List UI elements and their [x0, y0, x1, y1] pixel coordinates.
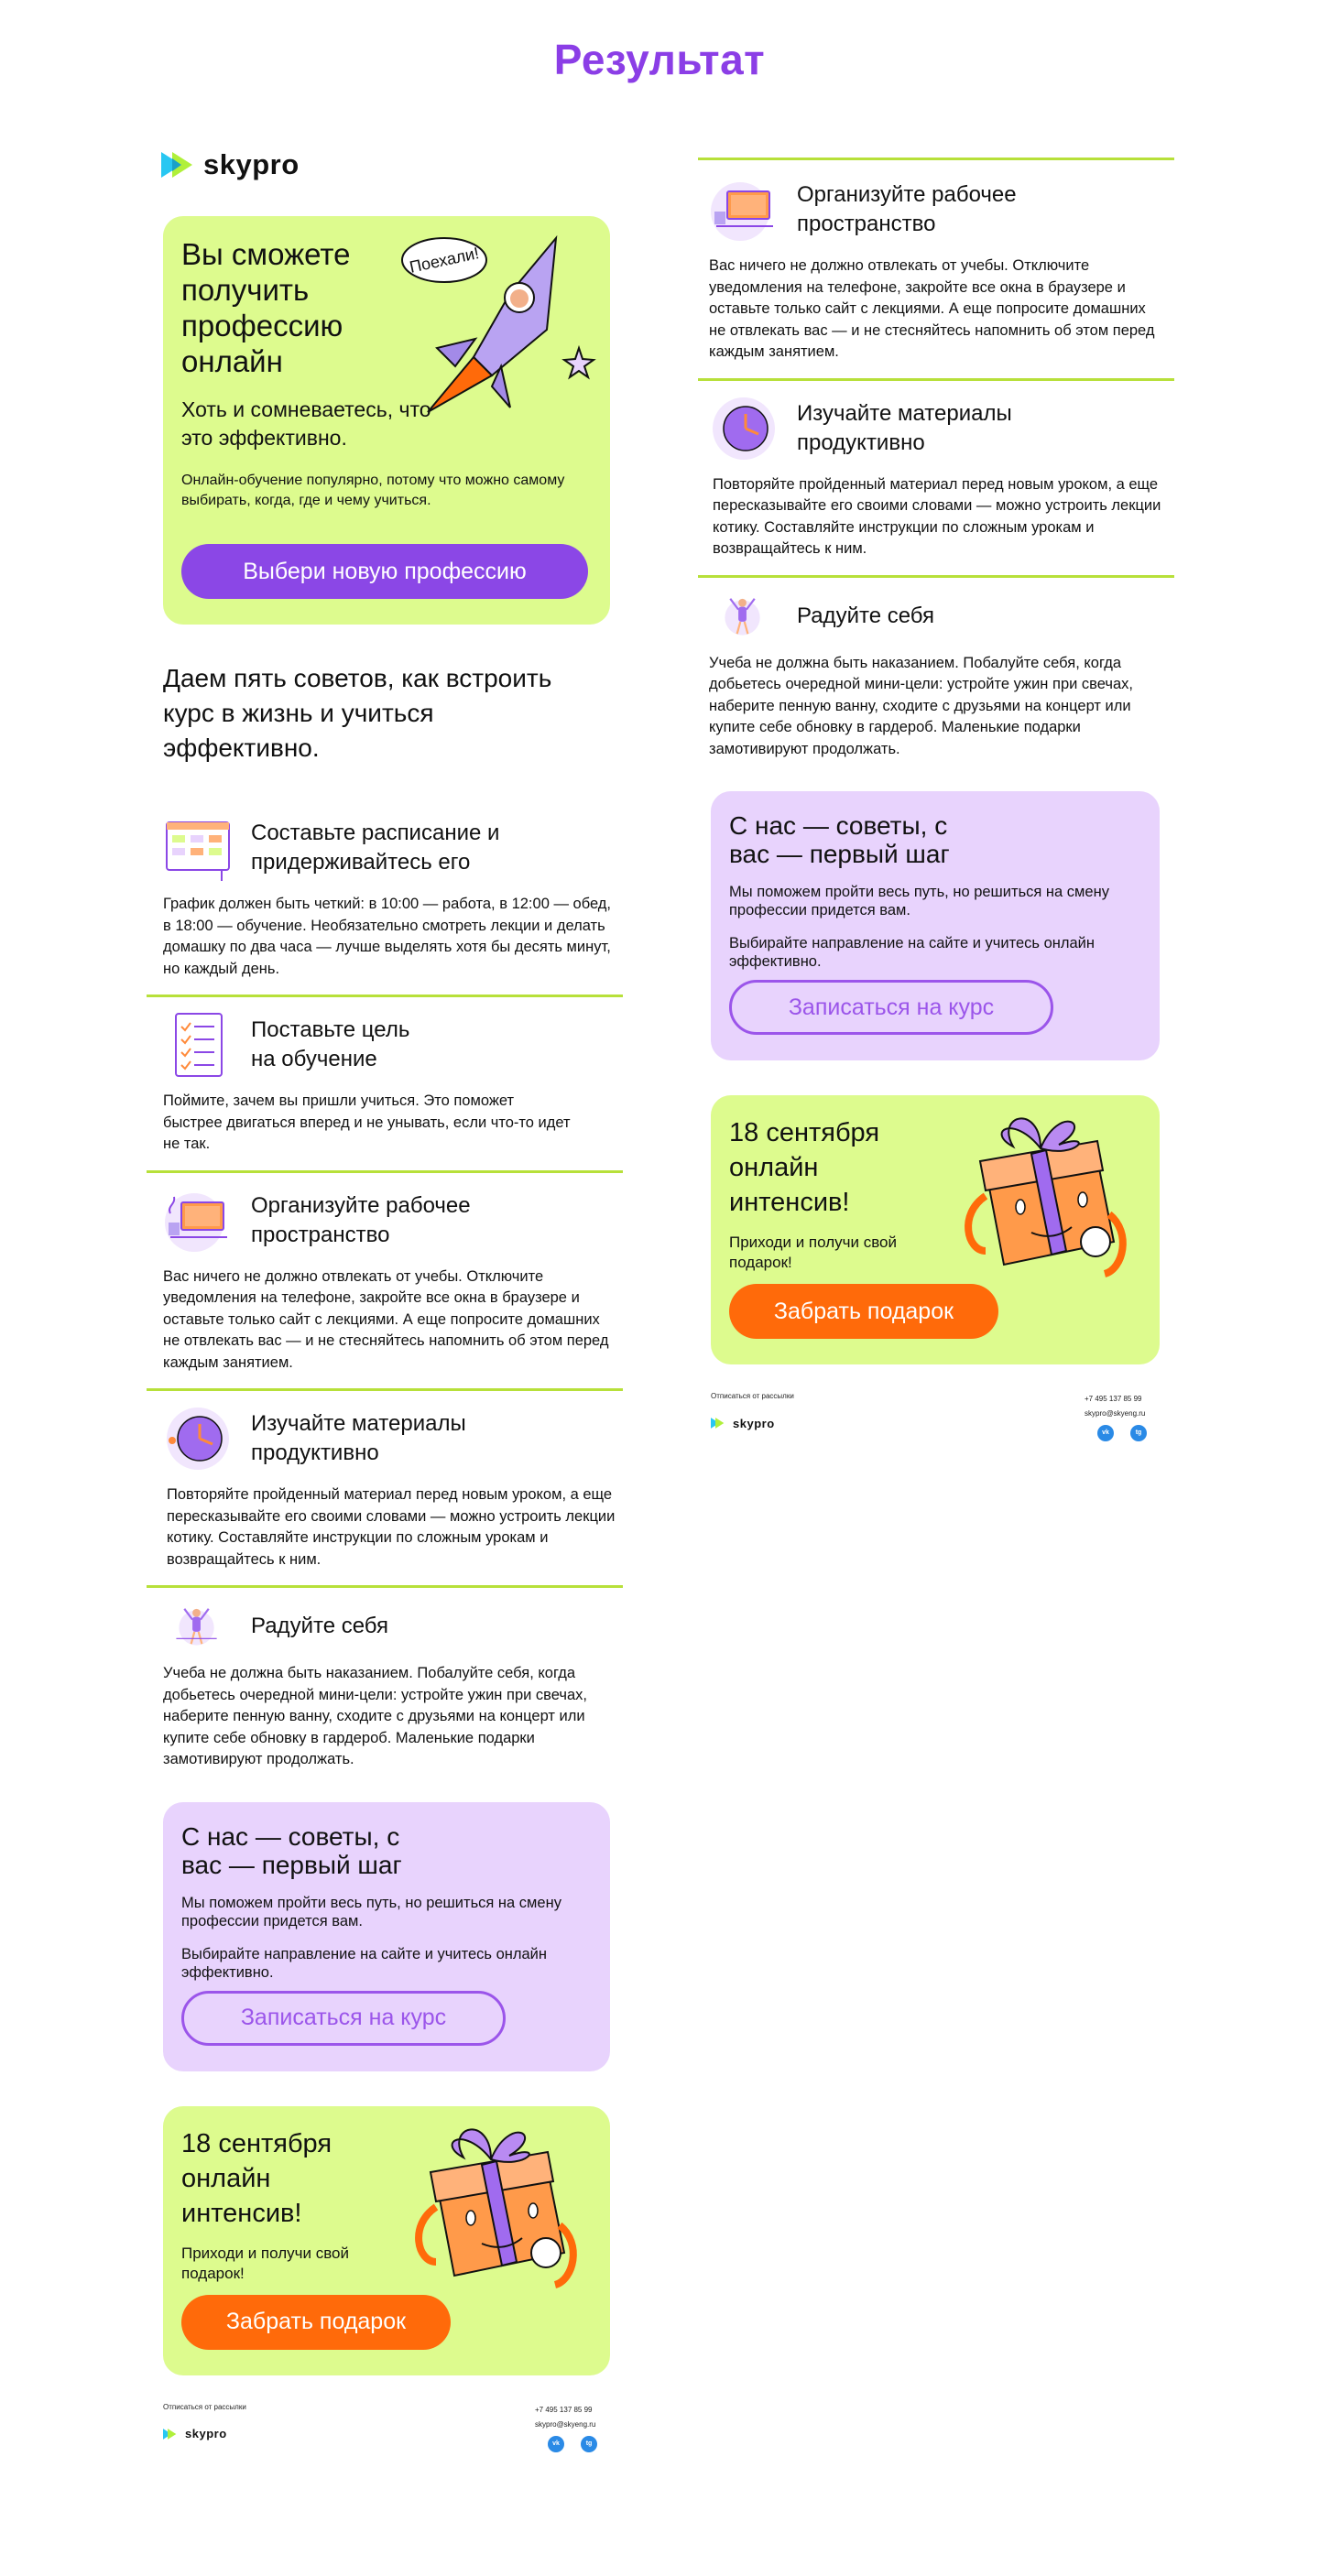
tip-title: Изучайте материалы продуктивно [797, 400, 1012, 455]
tip-body: Повторяйте пройденный материал перед новым уроком, а еще пересказывайте его своими словами — можно устроить лекции котику. Составляйте инструкции по сложным урокам и возвращайтесь к ним. [713, 475, 1161, 557]
celebrate-icon [709, 591, 779, 642]
hero-card [163, 216, 610, 625]
tip-reward-repeat [698, 591, 1174, 761]
checklist-icon [163, 1010, 233, 1080]
tip-title: Составьте расписание и придерживайтесь его [251, 821, 500, 875]
skypro-logo[interactable] [161, 147, 632, 183]
email[interactable]: skypro@skyeng.ru [1085, 1409, 1146, 1418]
right-column [698, 158, 1174, 1452]
tip-body: Поймите, зачем вы пришли учиться. Это поможет быстрее двигаться вперед и не унывать, если что-то идет не так. [163, 1092, 571, 1152]
get-gift-button[interactable]: Забрать подарок [729, 1284, 998, 1339]
left-column [147, 147, 632, 2463]
tip-title: Поставьте цель на обучение [251, 1017, 410, 1071]
vk-icon[interactable]: vk [548, 2436, 564, 2452]
footer-logo[interactable] [711, 1414, 775, 1432]
tip-workspace-repeat [698, 175, 1174, 364]
workspace-icon [163, 1186, 233, 1255]
telegram-icon[interactable]: tg [581, 2436, 597, 2452]
tip-title: Радуйте себя [797, 603, 934, 628]
enroll-course-button[interactable]: Записаться на курс [729, 980, 1053, 1035]
cta-text-2: Выбирайте направление на сайте и учитесь онлайн эффективно. [729, 935, 1096, 970]
unsubscribe-link[interactable]: Отписаться от рассылки [163, 2402, 246, 2411]
enroll-course-button[interactable]: Записаться на курс [181, 1991, 506, 2046]
cta-card-repeat [711, 791, 1160, 1060]
cta-title: С нас — советы, с вас — первый шаг [729, 811, 950, 868]
cta-text-2: Выбирайте направление на сайте и учитесь онлайн эффективно. [181, 1945, 548, 1981]
tip-title: Организуйте рабочее пространство [797, 182, 1017, 236]
gift-text: Приходи и получи свой подарок! [181, 2244, 349, 2282]
gift-card [163, 2106, 610, 2375]
gift-box-icon [958, 1104, 1132, 1288]
clock-icon [163, 1404, 233, 1473]
gift-box-icon [409, 2115, 583, 2299]
tip-materials [147, 1404, 632, 1571]
telegram-icon[interactable]: tg [1130, 1425, 1147, 1441]
get-gift-button[interactable]: Забрать подарок [181, 2295, 451, 2350]
tip-body: Учеба не должна быть наказанием. Побалуйте себя, когда добьетесь очередной мини-цели: устройте ужин при свечах, наберите пенную ванну, сходите с друзьями на концерт или купите себе обновку в гардероб. Маленькие подарки замотивируют продолжать. [163, 1665, 587, 1767]
gift-title: 18 сентября онлайн интенсив! [729, 1118, 880, 1217]
tip-workspace [147, 1186, 632, 1375]
logo-text: skypro [203, 148, 300, 180]
divider [698, 378, 1174, 381]
divider [698, 575, 1174, 578]
logo-text: skypro [185, 2427, 227, 2440]
gift-title: 18 сентября онлайн интенсив! [181, 2128, 332, 2228]
tip-title: Изучайте материалы продуктивно [251, 1411, 466, 1465]
social-links [1097, 1425, 1147, 1441]
tip-reward [147, 1601, 632, 1771]
contacts [1085, 1392, 1150, 1421]
schedule-icon [163, 813, 233, 883]
tip-title: Радуйте себя [251, 1614, 388, 1638]
gift-card-repeat [711, 1095, 1160, 1364]
divider [147, 1388, 623, 1391]
divider [698, 158, 1174, 160]
footer-logo[interactable] [163, 2425, 227, 2443]
hero-subtitle: Хоть и сомневаетесь, что это эффективно. [181, 397, 431, 450]
phone[interactable]: +7 495 137 85 99 [1085, 1395, 1142, 1403]
cta-card [163, 1802, 610, 2071]
hero-text: Онлайн-обучение популярно, потому что можно самому выбирать, когда, где и чему учиться. [181, 473, 565, 508]
footer-repeat [711, 1392, 1160, 1452]
divider [147, 1170, 623, 1173]
bubble-text: Поехали! [408, 244, 481, 277]
logo-text: skypro [733, 1416, 775, 1430]
contacts [535, 2403, 601, 2432]
phone[interactable]: +7 495 137 85 99 [535, 2405, 593, 2414]
logo-mark-icon [163, 2429, 178, 2440]
cta-title: С нас — советы, с вас — первый шаг [181, 1821, 402, 1879]
tip-schedule [147, 813, 632, 980]
tip-title: Организуйте рабочее пространство [251, 1192, 471, 1247]
email[interactable]: skypro@skyeng.ru [535, 2419, 596, 2429]
logo-mark-icon [161, 152, 196, 178]
cta-text-1: Мы поможем пройти весь путь, но решиться на смену профессии придется вам. [181, 1894, 561, 1929]
clock-icon [709, 394, 779, 463]
footer [163, 2403, 610, 2463]
tip-materials-repeat [698, 394, 1174, 560]
celebrate-icon [163, 1601, 233, 1652]
tip-body: Вас ничего не должно отвлекать от учебы. Отключите уведомления на телефоне, закройте все окна в браузере и оставьте только сайт с лекциями. А еще попросите домашних не отвлекать вас — и не стесняйтесь напомнить об этом перед каждым занятием. [709, 257, 1155, 360]
tip-goal [147, 1010, 632, 1156]
choose-profession-button[interactable]: Выбери новую профессию [181, 544, 588, 599]
gift-text: Приходи и получи свой подарок! [729, 1234, 897, 1271]
logo-mark-icon [711, 1418, 725, 1429]
hero-title: Вы сможете получить профессию онлайн [181, 237, 351, 378]
unsubscribe-link[interactable]: Отписаться от рассылки [711, 1392, 794, 1400]
rocket-icon [400, 229, 597, 421]
page-title: Результат [553, 36, 766, 83]
tips-list [147, 813, 632, 1771]
divider [147, 995, 623, 997]
tip-body: Вас ничего не должно отвлекать от учебы. Отключите уведомления на телефоне, закройте все окна в браузере и оставьте только сайт с лекциями. А еще попросите домашних не отвлекать вас — и не стесняйтесь напомнить об этом перед каждым занятием. [163, 1267, 609, 1371]
tip-body: Повторяйте пройденный материал перед новым уроком, а еще пересказывайте его своими словами — можно устроить лекции котику. Составляйте инструкции по сложным урокам и возвращайтесь к ним. [167, 1486, 616, 1568]
divider [147, 1585, 623, 1588]
vk-icon[interactable]: vk [1097, 1425, 1114, 1441]
intro-heading: Даем пять советов, как встроить курс в жизнь и учиться эффективно. [163, 664, 552, 762]
tip-body: График должен быть четкий: в 10:00 — работа, в 12:00 — обед, в 18:00 — обучение. Необязательно смотреть лекции и делать домашку по два часа — лучше выделять хотя бы десять минут, но каждый день. [163, 896, 612, 977]
cta-text-1: Мы поможем пройти весь путь, но решиться на смену профессии придется вам. [729, 884, 1109, 918]
social-links [548, 2436, 597, 2452]
tip-body: Учеба не должна быть наказанием. Побалуйте себя, когда добьетесь очередной мини-цели: устройте ужин при свечах, наберите пенную ванну, сходите с друзьями на концерт или купите себе обновку в гардероб. Маленькие подарки замотивируют продолжать. [709, 654, 1133, 757]
workspace-icon [709, 175, 779, 245]
